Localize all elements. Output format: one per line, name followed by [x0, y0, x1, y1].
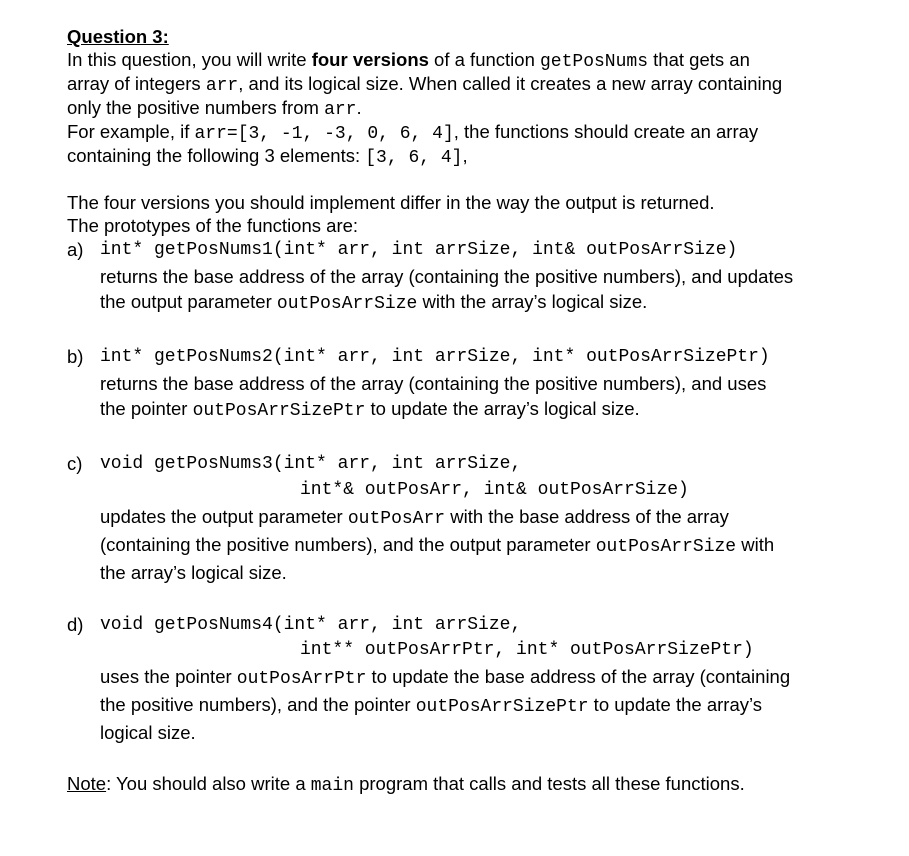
param-code: outPosArr [347, 509, 446, 529]
item-a-marker: a) [67, 239, 84, 260]
desc-text: the pointer [100, 398, 193, 419]
desc-text: with [736, 534, 775, 555]
intro-line-4 [67, 120, 758, 146]
overview-line-1: The four versions you should implement differ in the way the output is returned. [67, 192, 715, 213]
arr-code: arr [324, 100, 357, 120]
item-b-desc-line-1: returns the base address of the array (containing the positive numbers), and uses [100, 373, 767, 394]
intro-text: , [462, 145, 468, 166]
desc-text: the output parameter [100, 291, 277, 312]
item-c-desc-line-1 [100, 505, 729, 531]
intro-line-1 [67, 48, 750, 74]
intro-text: In this question, you will write [67, 49, 312, 70]
item-b-prototype: int* getPosNums2(int* arr, int arrSize, int* outPosArrSizePtr) [100, 347, 770, 367]
desc-text: updates the output parameter [100, 506, 348, 527]
item-b-desc-line-2 [100, 397, 640, 423]
intro-text: containing the following 3 elements: [67, 145, 366, 166]
item-b-marker: b) [67, 346, 84, 367]
intro-text: array of integers [67, 73, 206, 94]
item-d-desc-line-3: logical size. [100, 722, 196, 743]
item-a-desc-line-2 [100, 290, 647, 316]
intro-line-5 [67, 144, 468, 170]
desc-text: with the array’s logical size. [417, 291, 648, 312]
intro-line-3 [67, 96, 362, 122]
overview-line-2: The prototypes of the functions are: [67, 215, 359, 236]
intro-line-2 [67, 72, 782, 98]
param-code: outPosArrSize [276, 294, 418, 314]
note-text: : You should also write a [106, 773, 311, 794]
item-d-desc-line-2 [100, 693, 762, 719]
item-a-desc-line-1: returns the base address of the array (containing the positive numbers), and updates [100, 266, 794, 287]
desc-text: (containing the positive numbers), and the output parameter [100, 534, 596, 555]
item-a-prototype: int* getPosNums1(int* arr, int arrSize, int& outPosArrSize) [100, 240, 738, 260]
item-d-prototype-line-2: int** outPosArrPtr, int* outPosArrSizePtr) [300, 640, 754, 660]
intro-text: , the functions should create an array [453, 121, 759, 142]
desc-text: the positive numbers), and the pointer [100, 694, 416, 715]
intro-text: For example, if [67, 121, 195, 142]
item-c-marker: c) [67, 453, 83, 474]
item-d-prototype-line-1: void getPosNums4(int* arr, int arrSize, [100, 615, 522, 635]
desc-text: to update the array’s logical size. [365, 398, 640, 419]
param-code: outPosArrSizePtr [192, 401, 366, 421]
item-d-desc-line-1 [100, 665, 790, 691]
item-c-desc-line-3: the array’s logical size. [100, 562, 287, 583]
note-line [67, 772, 745, 798]
note-text: program that calls and tests all these functions. [353, 773, 745, 794]
desc-text: uses the pointer [100, 666, 237, 687]
intro-text: , and its logical size. When called it creates a new array containing [238, 73, 783, 94]
intro-text: that gets an [648, 49, 750, 70]
function-name-code: getPosNums [540, 52, 649, 72]
desc-text: to update the base address of the array (containing [366, 666, 791, 687]
arr-code: arr [205, 76, 239, 96]
item-d-marker: d) [67, 614, 84, 635]
intro-text: only the positive numbers from [67, 97, 325, 118]
example-array-code: arr=[3, -1, -3, 0, 6, 4] [194, 124, 454, 144]
question-title: Question 3: [67, 26, 169, 47]
result-array-code: [3, 6, 4] [365, 148, 463, 168]
item-c-prototype-line-2: int*& outPosArr, int& outPosArrSize) [300, 480, 689, 500]
intro-bold: four versions [311, 49, 429, 70]
item-c-prototype-line-1: void getPosNums3(int* arr, int arrSize, [100, 454, 522, 474]
main-code: main [310, 776, 354, 796]
desc-text: to update the array’s [588, 694, 763, 715]
desc-text: with the base address of the array [445, 506, 729, 527]
param-code: outPosArrPtr [236, 669, 367, 689]
param-code: outPosArrSize [595, 537, 737, 557]
intro-text: of a function [428, 49, 540, 70]
param-code: outPosArrSizePtr [415, 697, 589, 717]
note-label: Note [67, 773, 107, 794]
intro-text: . [356, 97, 362, 118]
item-c-desc-line-2 [100, 533, 774, 559]
